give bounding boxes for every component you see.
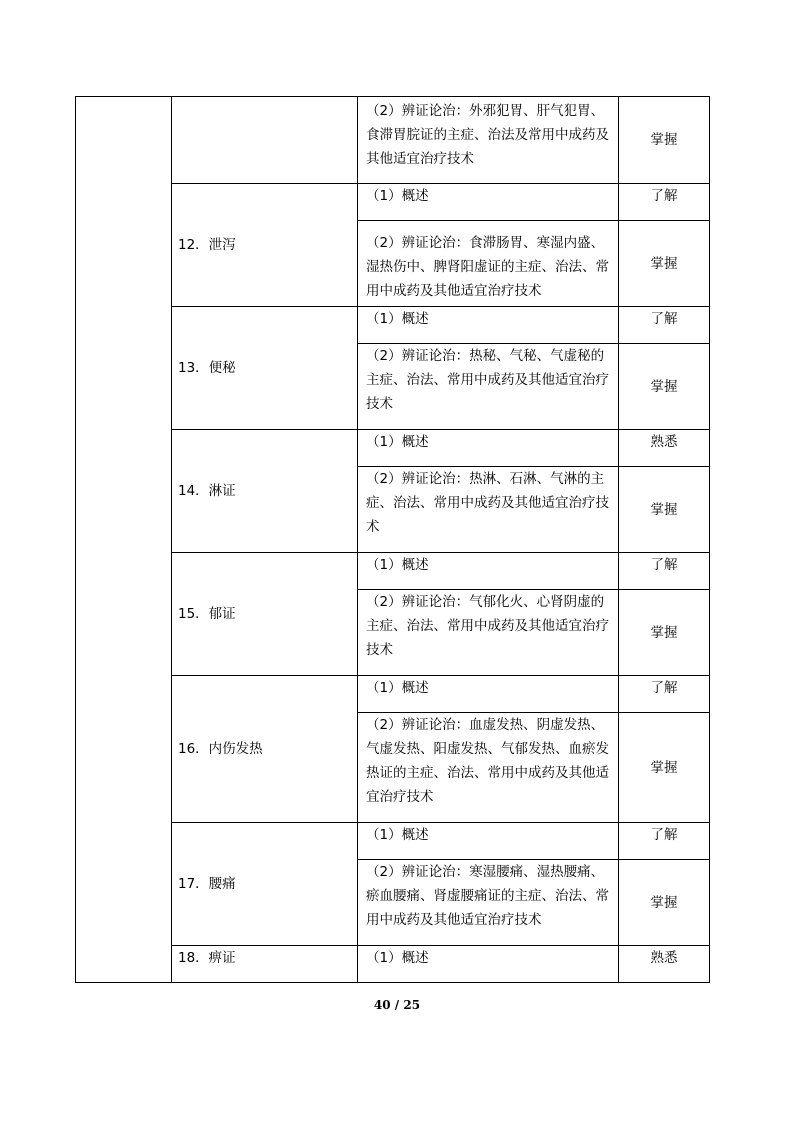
content-cell: （2）辨证论治：外邪犯胃、肝气犯胃、食滞胃脘证的主症、治法及常用中成药及其他适宜治疗技术 [358, 97, 619, 184]
topic-cell: 15．郁证 [172, 553, 358, 676]
requirement-cell: 掌握 [619, 344, 710, 430]
topic-cell: 18．痹证 [172, 946, 358, 983]
content-cell: （2）辨证论治：寒湿腰痛、湿热腰痛、瘀血腰痛、肾虚腰痛证的主症、治法、常用中成药及其他适宜治疗技术 [358, 860, 619, 946]
content-cell: （2）辨证论治：食滞肠胃、寒湿内盛、湿热伤中、脾肾阳虚证的主症、治法、常用中成药及其他适宜治疗技术 [358, 221, 619, 307]
requirement-cell: 了解 [619, 676, 710, 713]
content-cell: （1）概述 [358, 823, 619, 860]
requirement-cell: 熟悉 [619, 946, 710, 983]
requirement-cell: 掌握 [619, 860, 710, 946]
requirement-cell: 了解 [619, 307, 710, 344]
content-cell: （2）辨证论治：热淋、石淋、气淋的主症、治法、常用中成药及其他适宜治疗技术 [358, 467, 619, 553]
requirement-cell: 掌握 [619, 97, 710, 184]
requirement-cell: 了解 [619, 823, 710, 860]
requirement-cell: 了解 [619, 553, 710, 590]
topic-cell: 16．内伤发热 [172, 676, 358, 823]
content-cell: （1）概述 [358, 184, 619, 221]
content-cell: （2）辨证论治：气郁化火、心肾阴虚的主症、治法、常用中成药及其他适宜治疗技术 [358, 590, 619, 676]
unit-cell [76, 97, 172, 983]
content-cell: （1）概述 [358, 946, 619, 983]
syllabus-table [75, 96, 710, 983]
topic-cell [172, 97, 358, 184]
content-cell: （1）概述 [358, 676, 619, 713]
requirement-cell: 掌握 [619, 713, 710, 823]
requirement-cell: 熟悉 [619, 430, 710, 467]
topic-cell: 17．腰痛 [172, 823, 358, 946]
content-cell: （1）概述 [358, 307, 619, 344]
requirement-cell: 掌握 [619, 590, 710, 676]
topic-cell: 12．泄泻 [172, 184, 358, 307]
content-cell: （2）辨证论治：热秘、气秘、气虚秘的主症、治法、常用中成药及其他适宜治疗技术 [358, 344, 619, 430]
requirement-cell: 了解 [619, 184, 710, 221]
topic-cell: 13．便秘 [172, 307, 358, 430]
topic-cell: 14．淋证 [172, 430, 358, 553]
requirement-cell: 掌握 [619, 221, 710, 307]
requirement-cell: 掌握 [619, 467, 710, 553]
content-cell: （2）辨证论治：血虚发热、阴虚发热、气虚发热、阳虚发热、气郁发热、血瘀发热证的主症、治法、常用中成药及其他适宜治疗技术 [358, 713, 619, 823]
content-cell: （1）概述 [358, 430, 619, 467]
page-number: 40 / 25 [373, 998, 421, 1012]
content-cell: （1）概述 [358, 553, 619, 590]
